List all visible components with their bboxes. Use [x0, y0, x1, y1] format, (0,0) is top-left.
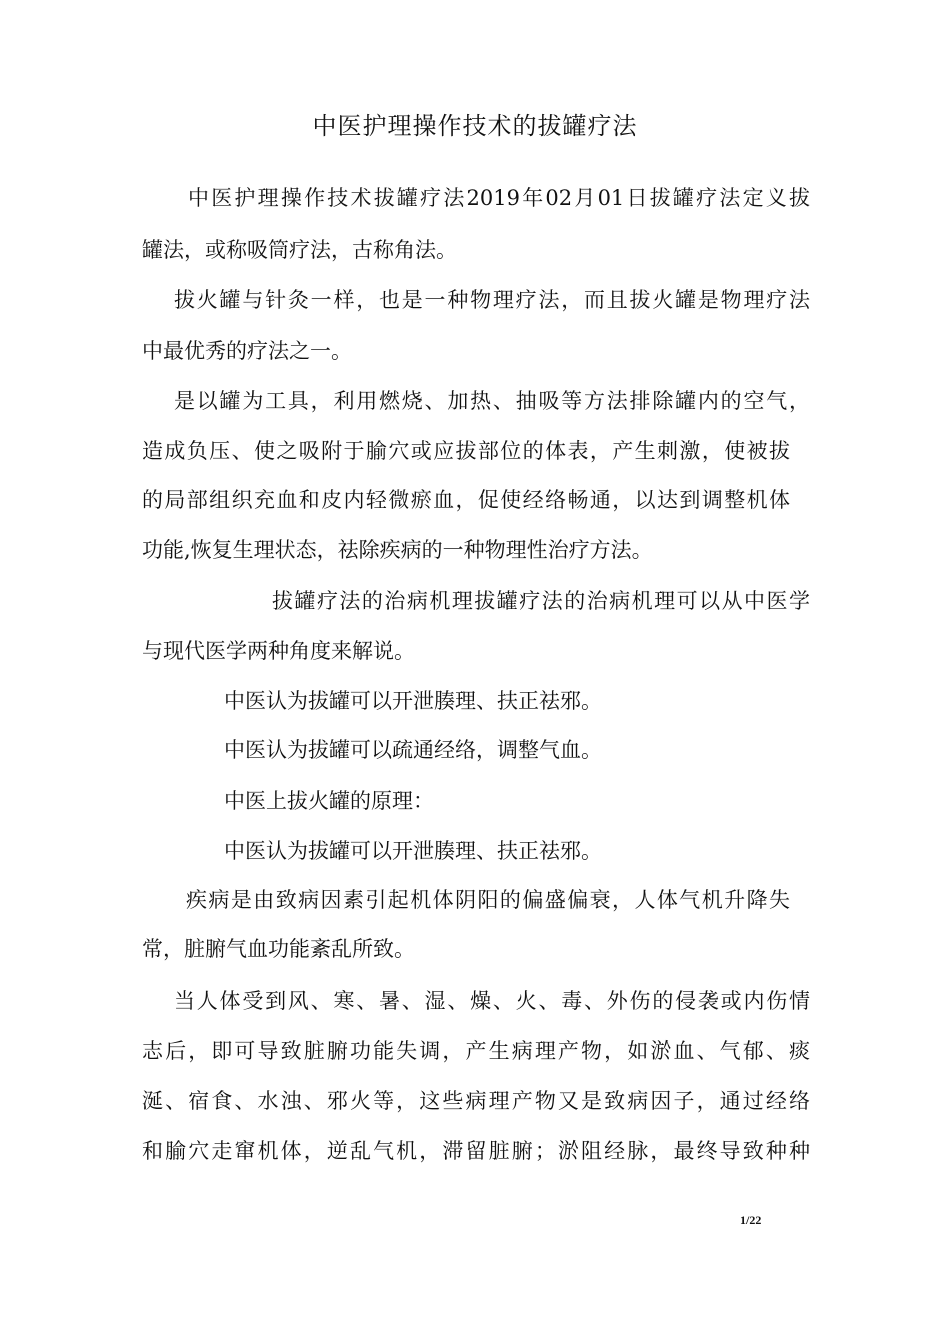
paragraph-line: 造成负压、使之吸附于腧穴或应拔部位的体表，产生刺激，使被拔	[142, 439, 790, 463]
paragraph-line: 中医上拔火罐的原理：	[224, 789, 434, 813]
paragraph-line: 疾病是由致病因素引起机体阴阳的偏盛偏衰，人体气机升降失	[186, 888, 790, 912]
paragraph-line: 中最优秀的疗法之一。	[142, 339, 352, 363]
paragraph-line: 的局部组织充血和皮内轻微瘀血，促使经络畅通，以达到调整机体	[142, 488, 790, 512]
paragraph-line: 和腧穴走窜机体，逆乱气机，滞留脏腑；淤阻经脉，最终导致种种	[142, 1139, 810, 1163]
page-number: 1/22	[740, 1213, 762, 1227]
paragraph-line: 志后，即可导致脏腑功能失调，产生病理产物，如淤血、气郁、痰	[142, 1039, 810, 1063]
paragraph-line: 罐法，或称吸筒疗法，古称角法。	[142, 238, 457, 262]
paragraph-line: 当人体受到风、寒、暑、湿、燥、火、毒、外伤的侵袭或内伤情	[174, 989, 810, 1013]
paragraph-line: 中医护理操作技术拔罐疗法2019年02月01日拔罐疗法定义拔	[188, 186, 810, 210]
paragraph-line: 中医认为拔罐可以疏通经络，调整气血。	[224, 738, 602, 762]
paragraph-line: 中医认为拔罐可以开泄腠理、扶正祛邪。	[224, 839, 602, 863]
paragraph-line: 中医认为拔罐可以开泄腠理、扶正祛邪。	[224, 689, 602, 713]
paragraph-line: 拔火罐与针灸一样，也是一种物理疗法，而且拔火罐是物理疗法	[174, 288, 810, 312]
document-title: 中医护理操作技术的拔罐疗法	[312, 112, 638, 140]
paragraph-line: 功能,恢复生理状态，祛除疾病的一种物理性治疗方法。	[142, 538, 653, 562]
paragraph-line: 拔罐疗法的治病机理拔罐疗法的治病机理可以从中医学	[272, 589, 810, 613]
paragraph-line: 涎、宿食、水浊、邪火等，这些病理产物又是致病因子，通过经络	[142, 1089, 810, 1113]
paragraph-line: 常，脏腑气血功能紊乱所致。	[142, 937, 415, 961]
paragraph-line: 是以罐为工具，利用燃烧、加热、抽吸等方法排除罐内的空气，	[174, 389, 810, 413]
paragraph-line: 与现代医学两种角度来解说。	[142, 639, 415, 663]
